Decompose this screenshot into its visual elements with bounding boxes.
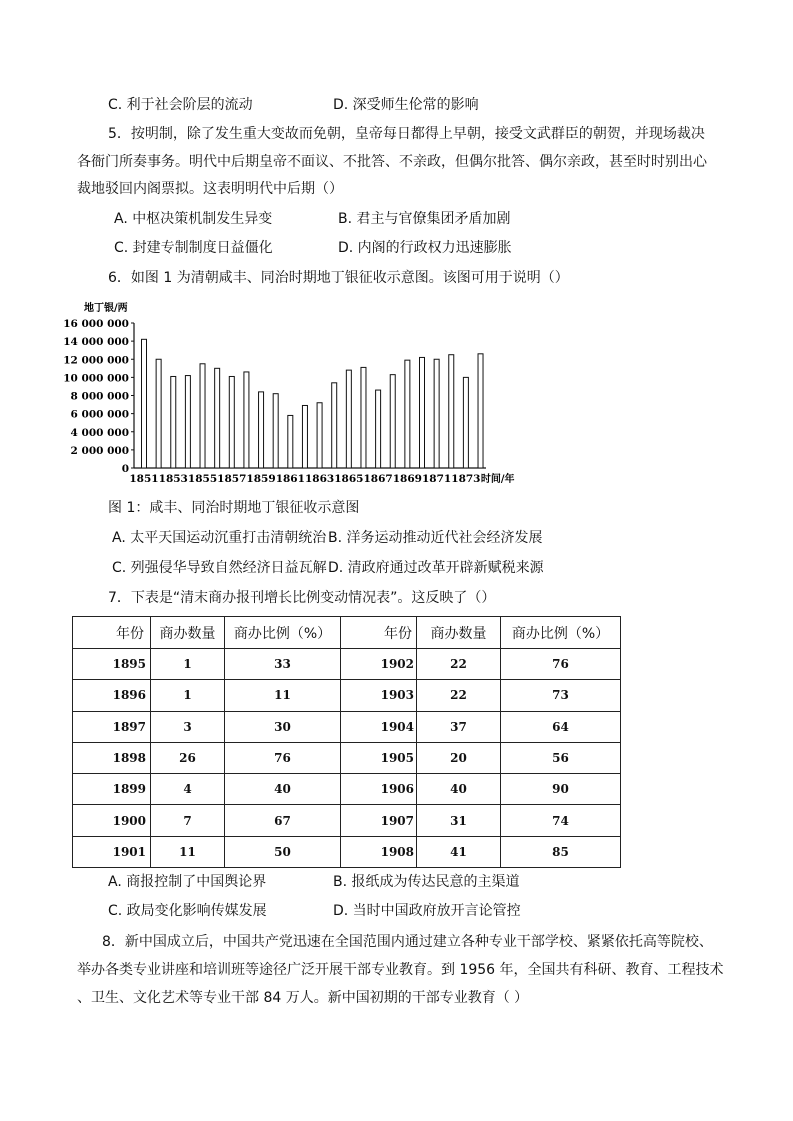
table-row [73,649,621,680]
y-tick-label: 16 000 000 [63,318,129,330]
x-tick-label: 1861 [275,473,305,485]
cell-year: 1899 [73,774,151,805]
q7-option-b: B. 报纸成为传达民意的主渠道 [333,874,520,890]
q8-stem-line1: 8．新中国成立后，中国共产党迅速在全国范围内通过建立各种专业干部学校、紧紧依托高等院校、 [102,934,713,950]
x-tick-label: 1865 [334,473,364,485]
bar-1866 [361,367,366,468]
cell-count: 26 [151,742,225,773]
q5-option-c: C. 封建专制制度日益僵化 [114,240,273,256]
header-year-2: 年份 [341,617,417,649]
table-row [73,805,621,836]
x-tick-label: 1857 [217,473,247,485]
cell-year-2: 1904 [341,711,417,742]
q6-stem: 6．如图 1 为清朝咸丰、同治时期地丁银征收示意图。该图可用于说明（） [108,270,569,286]
figure-caption: 图 1：咸丰、同治时期地丁银征收示意图 [108,500,360,516]
cell-count: 11 [151,836,225,867]
header-ratio-2: 商办比例（%） [501,617,621,649]
bar-1874 [478,354,483,468]
bar-1865 [346,370,351,468]
cell-year-2: 1908 [341,836,417,867]
q6-option-d: D. 清政府通过改革开辟新赋税来源 [328,560,544,576]
q5-stem-line3: 裁地驳回内阁票拟。这表明明代中后期（） [77,181,343,197]
x-tick-label: 1863 [304,473,335,485]
cell-year: 1895 [73,649,151,680]
bar-1868 [390,375,395,468]
cell-ratio: 50 [225,836,341,867]
q5-option-d: D. 内阁的行政权力迅速膨胀 [338,240,512,256]
cell-year-2: 1906 [341,774,417,805]
x-tick-label: 1855 [187,473,218,485]
y-tick-label: 0 [121,463,129,475]
cell-year-2: 1905 [341,742,417,773]
bar-1859 [259,392,264,468]
bar-1872 [449,355,454,468]
y-tick-label: 10 000 000 [63,372,129,385]
cell-count: 1 [151,649,225,680]
q6-option-b: B. 洋务运动推动近代社会经济发展 [328,530,543,546]
option-c-prev: C. 利于社会阶层的流动 [108,97,253,113]
bar-1852 [156,359,161,468]
cell-year: 1898 [73,742,151,773]
cell-ratio-2: 74 [501,805,621,836]
cell-ratio: 67 [225,805,341,836]
cell-ratio-2: 85 [501,836,621,867]
q7-stem: 7．下表是“清末商办报刊增长比例变动情况表”。这反映了（） [108,590,496,606]
land-tax-chart [63,298,515,488]
table-row [73,680,621,711]
option-d-prev: D. 深受师生伦常的影响 [333,97,479,113]
q6-option-a: A. 太平天国运动沉重打击清朝统治 [112,530,327,546]
cell-count: 7 [151,805,225,836]
cell-ratio: 33 [225,649,341,680]
bar-chart-svg [63,298,515,488]
q6-option-c: C. 列强侵华导致自然经济日益瓦解 [112,560,327,576]
x-tick-label: 1851 [129,473,159,485]
bar-1862 [302,405,307,468]
x-tick-label: 1871 [422,473,452,485]
cell-year: 1900 [73,805,151,836]
table-row [73,774,621,805]
cell-year: 1896 [73,680,151,711]
x-tick-label: 1867 [363,473,393,485]
bar-1860 [273,394,278,468]
cell-ratio-2: 56 [501,742,621,773]
q7-option-d: D. 当时中国政府放开言论管控 [333,903,521,919]
y-tick-label: 14 000 000 [63,336,129,349]
cell-ratio-2: 64 [501,711,621,742]
header-year: 年份 [73,617,151,649]
cell-count: 4 [151,774,225,805]
q5-option-b: B. 君主与官僚集团矛盾加剧 [338,211,511,227]
q5-option-a: A. 中枢决策机制发生异变 [114,211,273,227]
cell-year-2: 1903 [341,680,417,711]
q5-stem-line1: 5．按明制，除了发生重大变故而免朝，皇帝每日都得上早朝，接受文武群臣的朝贺，并现场裁决 [108,126,705,142]
cell-year: 1901 [73,836,151,867]
table-row [73,711,621,742]
y-tick-label: 12 000 000 [63,354,129,367]
bar-1856 [215,368,220,468]
cell-count-2: 40 [417,774,501,805]
q7-option-c: C. 政局变化影响传媒发展 [108,903,267,919]
cell-year-2: 1902 [341,649,417,680]
cell-ratio-2: 73 [501,680,621,711]
bar-1853 [171,376,176,468]
cell-count-2: 31 [417,805,501,836]
bar-1858 [244,372,249,468]
cell-count-2: 20 [417,742,501,773]
x-tick-label: 1869 [392,473,422,485]
bar-1863 [317,403,322,468]
bar-1854 [185,376,190,468]
y-axis-label: 地丁银/两 [84,303,128,314]
bar-1867 [376,390,381,468]
q5-stem-line2: 各衙门所奏事务。明代中后期皇帝不面议、不批答、不亲政，但偶尔批答、偶尔亲政，甚至时时别出心 [77,154,707,170]
y-tick-label: 6 000 000 [70,408,129,421]
x-tick-label: 1859 [246,473,276,485]
cell-count-2: 37 [417,711,501,742]
cell-ratio: 76 [225,742,341,773]
bar-1864 [332,383,337,468]
cell-count: 1 [151,680,225,711]
bar-1869 [405,360,410,468]
cell-year: 1897 [73,711,151,742]
cell-count: 3 [151,711,225,742]
header-count-2: 商办数量 [417,617,501,649]
cell-ratio-2: 76 [501,649,621,680]
table-header-row [73,617,621,649]
y-tick-label: 4 000 000 [70,426,129,439]
cell-ratio: 11 [225,680,341,711]
cell-ratio: 40 [225,774,341,805]
cell-year-2: 1907 [341,805,417,836]
bar-1870 [420,357,425,468]
table-row [73,836,621,867]
header-ratio: 商办比例（%） [225,617,341,649]
y-tick-label: 2 000 000 [70,444,129,457]
bar-1871 [434,359,439,468]
table-row [73,742,621,773]
x-tick-label: 1873 [451,473,481,485]
x-axis-label: 时间/年 [480,474,515,485]
bar-1861 [288,415,293,468]
q8-stem-line2: 举办各类专业讲座和培训班等途径广泛开展干部专业教育。到 1956 年，全国共有科研、教育、工程技术 [77,962,724,978]
q7-option-a: A. 商报控制了中国舆论界 [108,874,267,890]
bar-1873 [463,377,468,468]
newspaper-table [72,616,621,868]
bar-1851 [142,339,147,468]
bar-1855 [200,364,205,468]
cell-ratio-2: 90 [501,774,621,805]
cell-count-2: 41 [417,836,501,867]
cell-count-2: 22 [417,649,501,680]
y-tick-label: 8 000 000 [70,390,129,403]
q8-stem-line3: 、卫生、文化艺术等专业干部 84 万人。新中国初期的干部专业教育（ ） [77,990,529,1006]
header-count: 商办数量 [151,617,225,649]
cell-ratio: 30 [225,711,341,742]
cell-count-2: 22 [417,680,501,711]
x-tick-label: 1853 [158,473,188,485]
bar-1857 [229,376,234,468]
